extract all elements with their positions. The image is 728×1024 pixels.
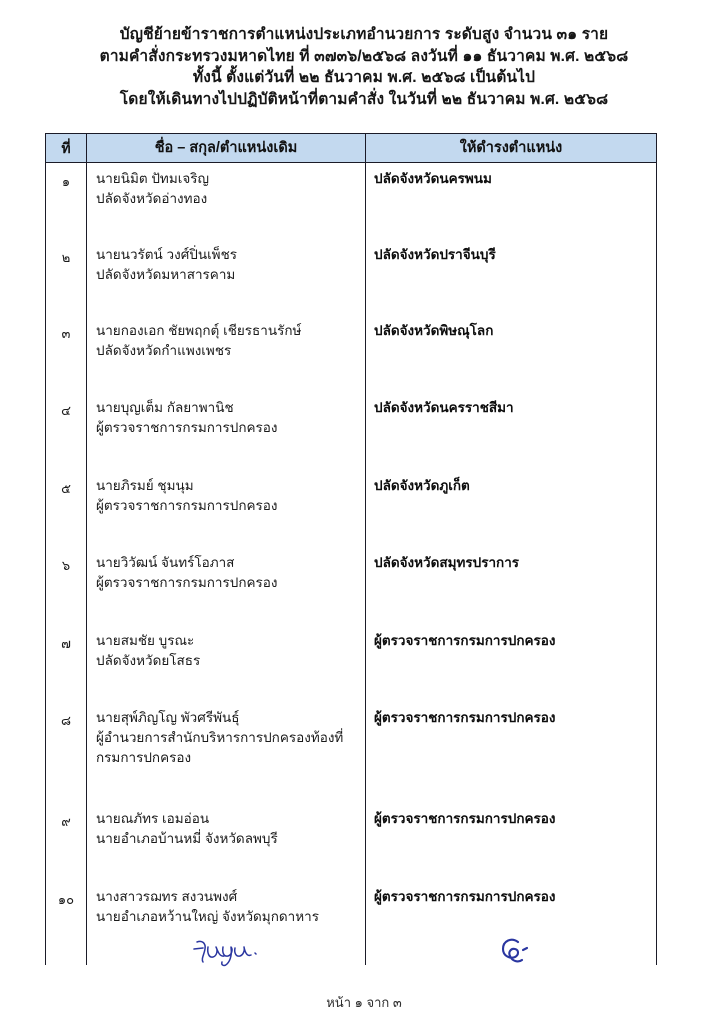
column-header-name: ชื่อ – สกุล/ตำแหน่งเดิม xyxy=(87,134,366,163)
table-body xyxy=(46,163,657,965)
row-number: ๓ xyxy=(46,315,87,392)
heading-line-2: ตามคำสั่งกระทรวงมหาดไทย ที่ ๓๗๓๖/๒๕๖๘ ลงวันที่ ๑๑ ธันวาคม พ.ศ. ๒๕๖๘ xyxy=(99,47,629,65)
table-row xyxy=(46,625,657,702)
table-row xyxy=(46,547,657,625)
new-position: ปลัดจังหวัดนครราชสีมา xyxy=(366,392,657,470)
table-header-row xyxy=(46,134,657,163)
new-position: ผู้ตรวจราชการกรมการปกครอง xyxy=(366,881,657,965)
row-number: ๕ xyxy=(46,470,87,547)
current-position-cont: กรมการปกครอง xyxy=(96,749,192,765)
current-position: ปลัดจังหวัดกำแพงเพชร xyxy=(96,342,232,358)
table-row xyxy=(46,315,657,392)
table-row xyxy=(46,163,657,239)
new-position: ผู้ตรวจราชการกรมการปกครอง xyxy=(366,803,657,881)
row-number: ๒ xyxy=(46,239,87,315)
document-heading xyxy=(0,24,728,110)
table-row xyxy=(46,470,657,547)
person-name: นายบุญเต็ม กัลยาพานิช xyxy=(96,399,234,415)
person-name: นายนิมิต ปัทมเจริญ xyxy=(96,171,210,186)
heading-line-1: บัญชีย้ายข้าราชการตำแหน่งประเภทอำนวยการ ระดับสูง จำนวน ๓๑ ราย xyxy=(119,26,609,43)
person-name: นายวิวัฒน์ จันทร์โอภาส xyxy=(96,554,235,570)
current-position: ผู้อำนวยการสำนักบริหารการปกครองท้องที่ xyxy=(96,729,344,745)
person-name: นายณภัทร เอมอ่อน xyxy=(96,810,210,826)
transfer-order-table xyxy=(45,133,657,965)
table-row xyxy=(46,702,657,803)
row-name-cell xyxy=(87,239,366,315)
row-name-cell xyxy=(87,470,366,547)
heading-line-3: ทั้งนี้ ตั้งแต่วันที่ ๒๒ ธันวาคม พ.ศ. ๒๕๖๘ เป็นต้นไป xyxy=(192,69,536,86)
row-name-cell xyxy=(87,163,366,239)
row-name-cell xyxy=(87,392,366,470)
new-position: ปลัดจังหวัดปราจีนบุรี xyxy=(366,239,657,315)
row-number: ๖ xyxy=(46,547,87,625)
row-name-cell xyxy=(87,803,366,881)
new-position: ปลัดจังหวัดนครพนม xyxy=(366,163,657,239)
column-header-no: ที่ xyxy=(46,134,87,163)
table-header xyxy=(46,134,657,163)
person-name: นายกองเอก ชัยพฤกตุ์ เชียรธานรักษ์ xyxy=(96,322,302,338)
person-name: นายสมชัย บูรณะ xyxy=(96,632,195,648)
table-row xyxy=(46,392,657,470)
new-position: ปลัดจังหวัดภูเก็ต xyxy=(366,470,657,547)
row-number: ๙ xyxy=(46,803,87,881)
current-position: นายอำเภอหว้านใหญ่ จังหวัดมุกดาหาร xyxy=(96,908,319,924)
person-name: นายนวรัตน์ วงศ์ปิ่นเพ็ชร xyxy=(96,246,237,262)
row-number: ๗ xyxy=(46,625,87,702)
table-row xyxy=(46,881,657,965)
current-position: ผู้ตรวจราชการกรมการปกครอง xyxy=(96,574,278,590)
new-position: ผู้ตรวจราชการกรมการปกครอง xyxy=(366,702,657,803)
heading-line-4: โดยให้เดินทางไปปฏิบัติหน้าที่ตามคำสั่ง ในวันที่ ๒๒ ธันวาคม พ.ศ. ๒๕๖๘ xyxy=(119,90,609,108)
table-row xyxy=(46,803,657,881)
row-number: ๑ xyxy=(46,163,87,239)
row-number: ๑๐ xyxy=(46,881,87,965)
row-number: ๘ xyxy=(46,702,87,803)
page-footer: หน้า ๑ จาก ๓ xyxy=(326,995,402,1010)
new-position: ผู้ตรวจราชการกรมการปกครอง xyxy=(366,625,657,702)
row-name-cell xyxy=(87,881,366,965)
column-header-new-position: ให้ดำรงตำแหน่ง xyxy=(366,134,657,163)
table-row xyxy=(46,239,657,315)
current-position: ปลัดจังหวัดอ่างทอง xyxy=(96,191,208,206)
row-name-cell xyxy=(87,702,366,803)
row-number: ๔ xyxy=(46,392,87,470)
current-position: ปลัดจังหวัดยโสธร xyxy=(96,652,201,668)
current-position: ผู้ตรวจราชการกรมการปกครอง xyxy=(96,497,278,513)
current-position: นายอำเภอบ้านหมี่ จังหวัดลพบุรี xyxy=(96,830,278,846)
row-name-cell xyxy=(87,547,366,625)
person-name: นายสุพ์ภิญโญ พัวศรีพันธุ์ xyxy=(96,709,240,725)
person-name: นายภิรมย์ ชุมนุม xyxy=(96,477,194,493)
new-position: ปลัดจังหวัดพิษณุโลก xyxy=(366,315,657,392)
current-position: ผู้ตรวจราชการกรมการปกครอง xyxy=(96,419,278,435)
new-position: ปลัดจังหวัดสมุทรปราการ xyxy=(366,547,657,625)
current-position: ปลัดจังหวัดมหาสารคาม xyxy=(96,266,236,282)
row-name-cell xyxy=(87,315,366,392)
row-name-cell xyxy=(87,625,366,702)
person-name: นางสาวรฌทร สงวนพงศ์ xyxy=(96,888,238,904)
